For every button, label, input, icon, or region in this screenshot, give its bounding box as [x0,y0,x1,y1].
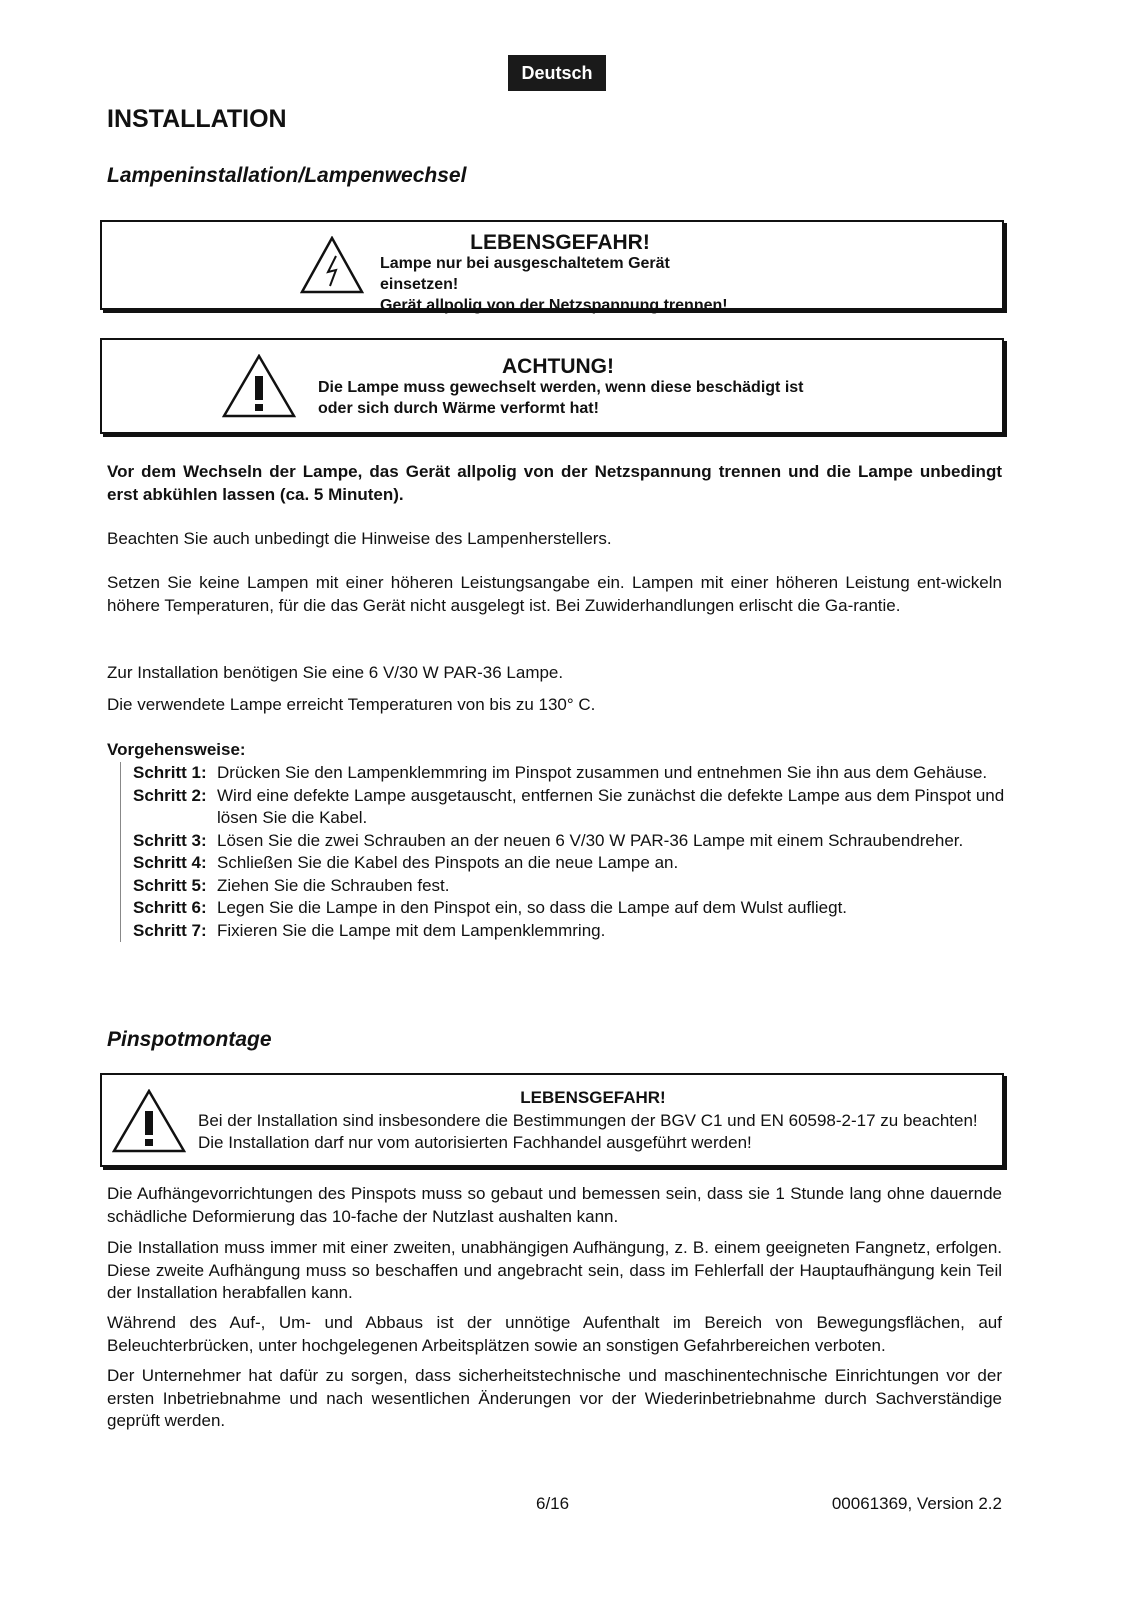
caution-line-2: oder sich durch Wärme verformt hat! [318,400,599,417]
warning-icon [112,1089,186,1153]
paragraph: Während des Auf-, Um- und Abbaus ist der unnötige Aufenthalt im Bereich von Bewegungsflächen, auf Beleuchterbrücken, unter hochgelegenen Arbeitsplätzen sowie an sonstigen Gefahrbereichen verboten. [107,1313,1002,1355]
warning-icon [222,354,296,418]
step-item [133,830,1013,853]
step-text: Legen Sie die Lampe in den Pinspot ein, so dass die Lampe auf dem Wulst aufliegt. [217,898,848,917]
step-item [133,920,1013,943]
paragraph: Zur Installation benötigen Sie eine 6 V/30 W PAR-36 Lampe. [107,663,564,682]
paragraph: Beachten Sie auch unbedingt die Hinweise des Lampenherstellers. [107,529,612,548]
step-label: Schritt 5: [133,875,207,895]
danger-text: Bei der Installation sind insbesondere die Bestimmungen der BGV C1 und EN 60598-2-17 zu beachten! Die Installation darf nur vom autorisierten Fachhandel ausgeführt werden! [198,1110,978,1152]
step-list [120,762,1013,942]
step-text: Wird eine defekte Lampe ausgetauscht, entfernen Sie zunächst die defekte Lampe aus dem Pinspot und lösen Sie die Kabel. [217,785,1005,827]
procedure-label: Vorgehensweise: [107,740,246,759]
step-item [133,875,1013,898]
caution-box [100,338,1004,434]
step-item [133,785,1013,830]
step-item [133,897,1013,920]
language-badge: Deutsch [508,55,606,91]
danger-title: LEBENSGEFAHR! [470,231,650,254]
document-version: 00061369, Version 2.2 [831,1494,1002,1513]
paragraph: Vor dem Wechseln der Lampe, das Gerät allpolig von der Netzspannung trennen und die Lampe unbedingt erst abkühlen lassen (ca. 5 Minuten). [107,462,1002,504]
danger-title: LEBENSGEFAHR! [520,1088,666,1107]
section-heading-lamp: Lampeninstallation/Lampenwechsel [107,164,467,187]
paragraph: Der Unternehmer hat dafür zu sorgen, dass sicherheitstechnische und maschinentechnische Einrichtungen vor der ersten Inbetriebnahme und nach wesentlichen Änderungen vor der Wiederinbetriebnahme durch Sachverständige geprüft werden. [107,1366,1002,1430]
step-text: Fixieren Sie die Lampe mit dem Lampenklemmring. [217,920,606,940]
caution-line-1: Die Lampe muss gewechselt werden, wenn diese beschädigt ist [318,379,804,396]
paragraph: Die Installation muss immer mit einer zweiten, unabhängigen Aufhängung, z. B. einem geeigneten Fangnetz, erfolgen. Diese zweite Aufhängung muss so beschaffen und angebracht sein, dass im Fehlerfall der Hauptaufhängung kein Teil der Installation herabfallen kann. [107,1238,1002,1302]
step-label: Schritt 7: [133,920,207,940]
danger-line-2: Gerät allpolig von der Netzspannung trennen! [380,297,728,314]
paragraph: Die verwendete Lampe erreicht Temperaturen von bis zu 130° C. [107,695,596,714]
caution-title: ACHTUNG! [502,355,614,378]
danger-line-1: Lampe nur bei ausgeschaltetem Gerät einsetzen! [380,255,670,293]
step-label: Schritt 1: [133,763,207,782]
danger-box-mounting [100,1073,1004,1167]
paragraph: Die Aufhängevorrichtungen des Pinspots muss so gebaut und bemessen sein, dass sie 1 Stunde lang ohne dauernde schädliche Deformierung das 10-fache der Nutzlast aushalten kann. [107,1184,1002,1226]
section-heading-mounting: Pinspotmontage [107,1028,272,1051]
step-text: Ziehen Sie die Schrauben fest. [217,875,450,895]
page-title: INSTALLATION [107,105,287,133]
page-number: 6/16 [536,1494,570,1513]
step-item [133,762,1013,785]
electric-hazard-icon [300,236,364,294]
step-text: Schließen Sie die Kabel des Pinspots an die neue Lampe an. [217,853,679,872]
step-text: Lösen Sie die zwei Schrauben an der neuen 6 V/30 W PAR-36 Lampe mit einem Schraubendreher. [217,830,964,850]
step-label: Schritt 2: [133,785,207,805]
danger-box [100,220,1004,314]
paragraph: Setzen Sie keine Lampen mit einer höheren Leistungsangabe ein. Lampen mit einer höheren Leistung ent-wickeln höhere Temperaturen, für die das Gerät nicht ausgelegt ist. Bei Zuwiderhandlungen erlischt die Ga-rantie. [107,573,1002,615]
step-label: Schritt 3: [133,830,207,850]
step-label: Schritt 6: [133,898,207,917]
step-label: Schritt 4: [133,853,207,872]
step-text: Drücken Sie den Lampenklemmring im Pinspot zusammen und entnehmen Sie ihn aus dem Gehäuse. [217,763,988,782]
step-item [133,852,1013,875]
